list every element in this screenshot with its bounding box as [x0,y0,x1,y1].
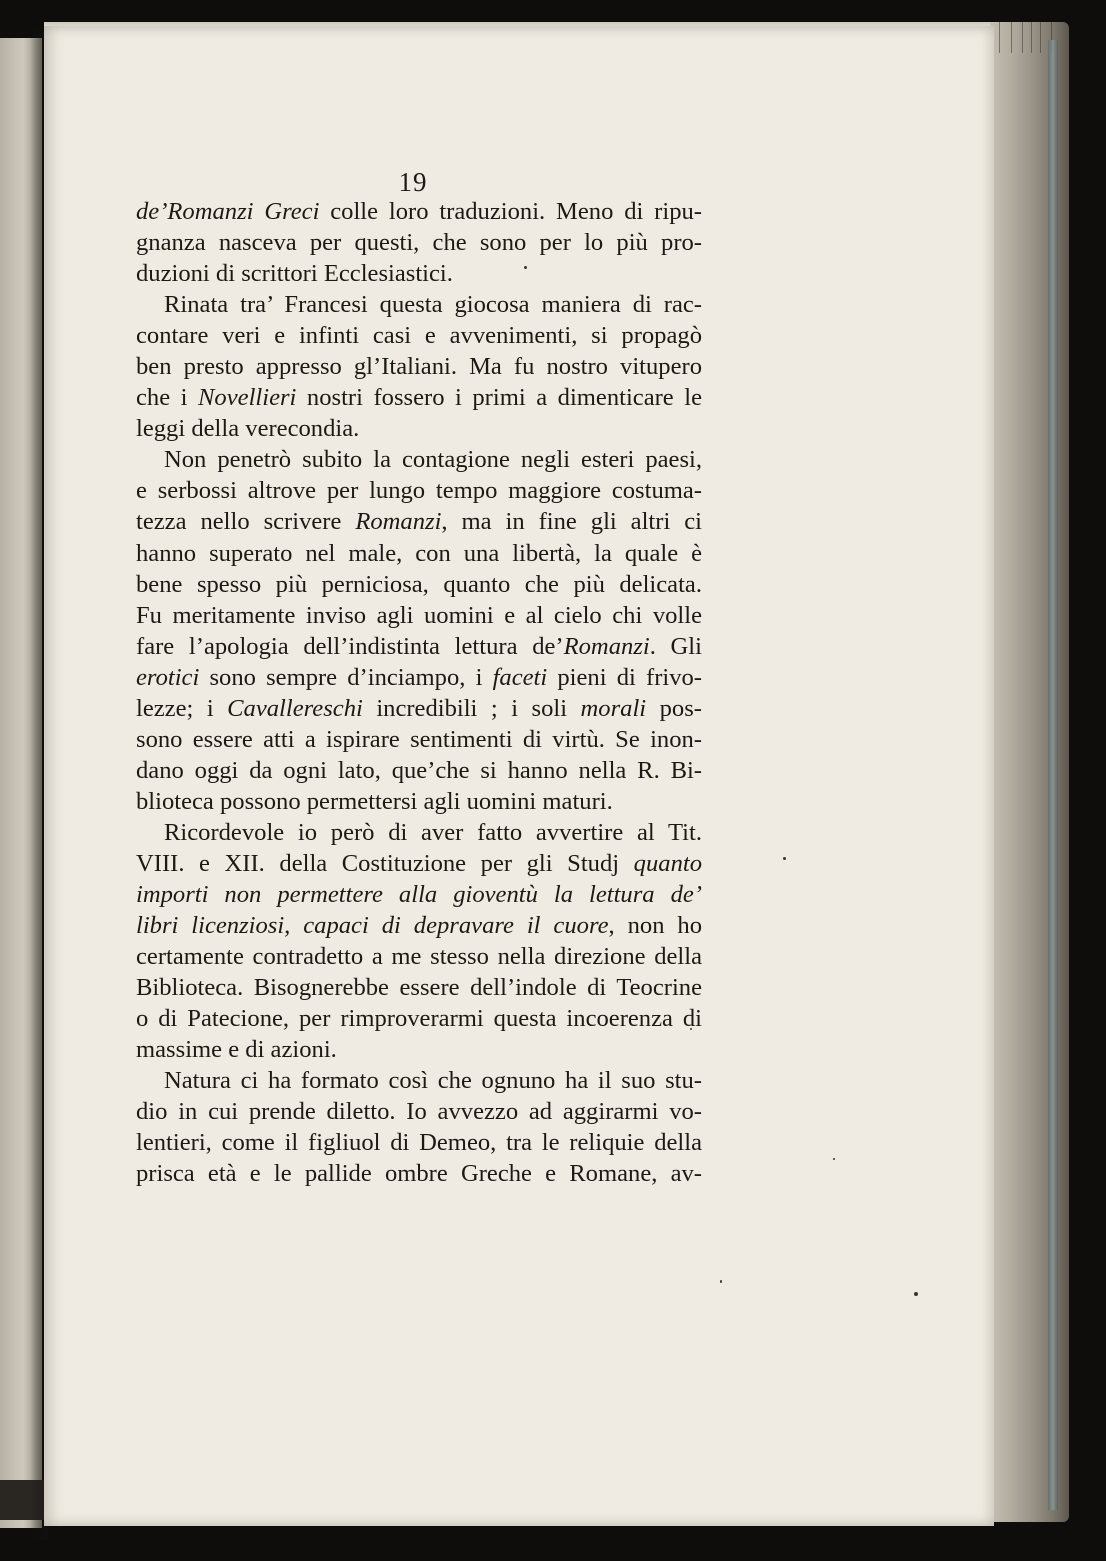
text-segment: lentieri, come il figliuol di Demeo, tra le reliquie della [136,1129,702,1157]
italic-text: de’Romanzi Greci [136,198,320,225]
text-line [136,351,702,382]
text-segment: Rinata tra’ Francesi questa giocosa maniera di rac- [164,291,702,319]
italic-text: importi non permettere alla gioventù la lettura de’ [136,881,702,909]
italic-text: faceti [492,663,548,691]
italic-text: Cavallereschi [227,694,363,722]
text-line [136,848,702,879]
text-segment: leggi della verecondia. [136,415,360,443]
text-segment: hanno superato nel male, con una libertà, la quale è [136,539,702,567]
text-line [136,382,702,413]
text-line [136,413,702,444]
italic-text: Romanzi [563,632,650,660]
text-segment: Natura ci ha formato così che ognuno ha il suo stu- [164,1067,702,1095]
text-line [136,538,702,569]
text-segment: , ma in fine gli altri ci [441,508,702,536]
text-line [136,258,702,289]
text-segment: e serbossi altrove per lungo tempo maggiore costuma- [136,477,702,505]
text-segment: nostri fossero i primi a dimenticare le [296,384,702,412]
text-segment: contare veri e infinti casi e avvenimenti, si propagò [136,322,702,350]
text-segment: certamente contradetto a me stesso nella direzione della [136,943,702,971]
text-segment: , non ho [608,912,702,940]
text-line [136,569,702,600]
text-line [136,972,702,1003]
italic-text: quanto [633,849,702,877]
italic-text: libri licenziosi, capaci di depravare il cuore [136,912,609,940]
text-segment: Non penetrò subito la contagione negli esteri paesi, [164,446,702,474]
text-segment: . Gli [649,632,702,660]
text-segment: dano oggi da ogni lato, que’che si hanno nella R. Bi- [136,756,702,784]
text-line [136,910,702,941]
text-segment: blioteca possono permettersi agli uomini maturi. [136,787,613,815]
text-line [136,444,702,475]
text-line [136,289,702,320]
text-line [136,1127,702,1158]
italic-text: Novellieri [198,384,297,412]
text-segment: duzioni di scrittori Ecclesiastici. [136,260,453,288]
text-segment: bene spesso più perniciosa, quanto che più delicata. [136,570,702,598]
text-line [136,941,702,972]
text-line [136,506,702,537]
text-line [136,879,702,910]
text-line [136,817,702,848]
text-line [136,693,702,724]
text-segment: che i [136,384,199,412]
text-segment: incredibili ; i soli [362,694,581,722]
italic-text: erotici [136,663,200,691]
text-line [136,1096,702,1127]
text-line [136,1065,702,1096]
text-segment: gnanza nasceva per questi, che sono per lo più pro- [136,229,702,257]
text-segment: prisca età e le pallide ombre Greche e Romane, av- [136,1160,702,1188]
text-line [136,724,702,755]
italic-text: morali [580,694,647,722]
text-segment: o di Patecione, per rimproverarmi questa incoerenza di [136,1005,702,1033]
text-segment: pieni di frivo- [547,663,703,691]
text-segment: tezza nello scrivere [136,508,356,536]
text-segment: ben presto appresso gl’Italiani. Ma fu nostro vitupero [136,353,702,381]
page-body-text [136,196,702,1190]
page-number: 19 [398,167,428,197]
text-segment: colle loro traduzioni. Meno di ripu- [319,198,702,225]
text-line [136,1003,702,1034]
text-segment: lezze; i [136,694,228,722]
text-line [136,600,702,631]
text-segment: dio in cui prende diletto. Io avvezzo ad aggirarmi vo- [136,1098,702,1126]
text-line [136,227,702,258]
text-segment: Fu meritamente inviso agli uomini e al cielo chi volle [136,601,702,629]
text-segment: Ricordevole io però di aver fatto avvertire al Tit. [164,818,702,846]
text-segment: Biblioteca. Bisognerebbe essere dell’indole di Teocrine [136,974,702,1002]
text-line [136,320,702,351]
text-segment: sono essere atti a ispirare sentimenti di virtù. Se inon- [136,725,702,753]
text-segment: sono sempre d’inciampo, i [199,663,493,691]
text-line [136,755,702,786]
text-line [136,196,702,227]
text-line [136,786,702,817]
text-segment: pos- [646,694,702,722]
text-line [136,475,702,506]
text-line [136,631,702,662]
italic-text: Romanzi [355,508,442,536]
text-segment: VIII. e XII. della Costituzione per gli Studj [136,849,634,877]
text-segment: fare l’apologia dell’indistinta lettura de’ [136,632,564,660]
text-line [136,1158,702,1189]
text-line [136,662,702,693]
text-line [136,1034,702,1065]
page-fore-edge-tint [1048,40,1058,1510]
text-segment: massime e di azioni. [136,1036,337,1064]
